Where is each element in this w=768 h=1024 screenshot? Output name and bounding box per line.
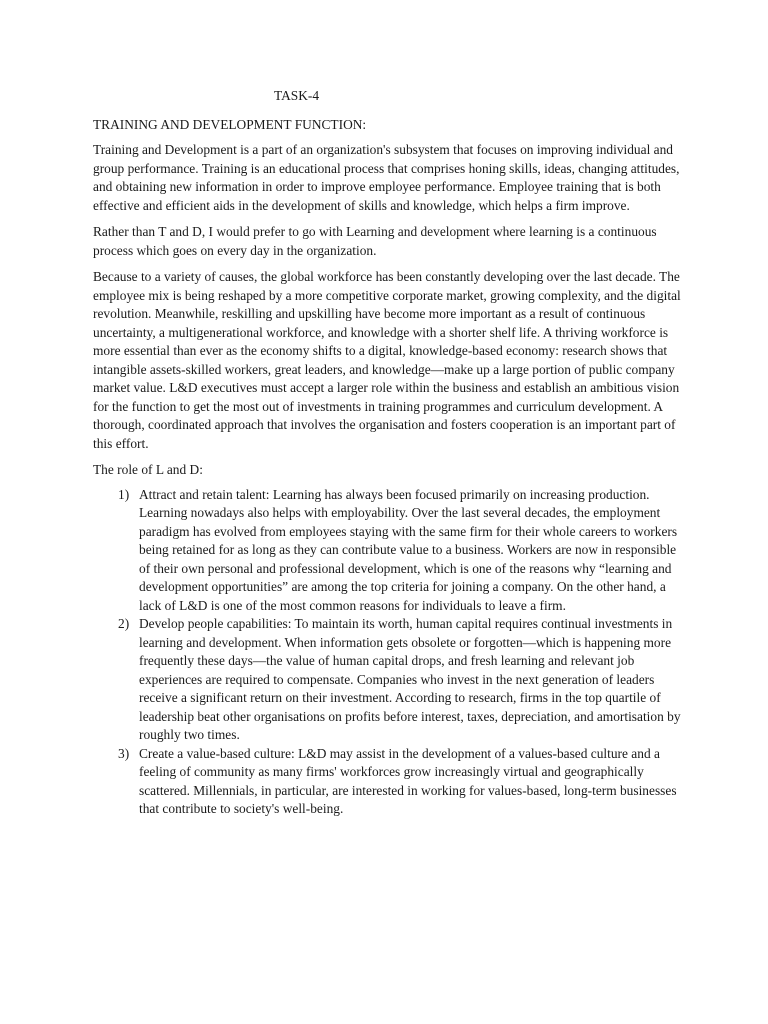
list-item bbox=[93, 486, 683, 616]
role-list bbox=[93, 486, 683, 819]
paragraph-preference: Rather than T and D, I would prefer to go with Learning and development where learning is a continuous process which goes on every day in the organization. bbox=[93, 224, 657, 258]
paragraph-definition: Training and Development is a part of an organization's subsystem that focuses on improving individual and group performance. Training is an educational process that comprises honing skills, ideas, changing attitudes, and obtaining new information in order to improve employee performance. Employee training that is both effective and efficient aids in the development of skills and knowledge, which helps a firm improve. bbox=[93, 142, 680, 213]
paragraph-workforce: Because to a variety of causes, the global workforce has been constantly developing over the last decade. The employee mix is being reshaped by a more competitive corporate market, growing complexity, and the digital revolution. Meanwhile, reskilling and upskilling have become more important as a result of continuous uncertainty, a multigenerational workforce, and knowledge with a shorter shelf life. A thriving workforce is more essential than ever as the economy shifts to a digital, knowledge-based economy: research shows that intangible assets-skilled workers, great leaders, and knowledge—make up a large portion of public company market value. L&D executives must accept a larger role within the business and establish an ambitious vision for the function to get the most out of investments in training programmes and curriculum development. A thorough, coordinated approach that involves the organisation and fosters cooperation is an important part of this effort. bbox=[93, 269, 681, 451]
list-item-number: 2) bbox=[118, 616, 130, 631]
list-item bbox=[93, 615, 683, 745]
list-item-text: Attract and retain talent: Learning has always been focused primarily on increasing production. Learning nowadays also helps with employability. Over the last several decades, the employment paradigm has evolved from employees staying with the same firm for their whole careers to workers being retained for as long as they can contribute value to a business. Workers are now in responsible of their own personal and professional development, which is one of the reasons why “learning and development opportunities” are among the top criteria for joining a company. On the other hand, a lack of L&D is one of the most common reasons for individuals to leave a firm. bbox=[139, 486, 678, 613]
list-item bbox=[93, 745, 683, 819]
task-title: TASK-4 bbox=[274, 88, 320, 103]
document-page bbox=[93, 87, 683, 819]
list-item-text: Create a value-based culture: L&D may assist in the development of a values-based culture and a feeling of community as many firms' workforces grow increasingly virtual and geographically scattered. Millennials, in particular, are interested in working for values-based, long-term businesses that contribute to society's well-being. bbox=[139, 745, 677, 816]
role-heading: The role of L and D: bbox=[93, 462, 203, 477]
list-item-text: Develop people capabilities: To maintain its worth, human capital requires continual investments in learning and development. When information gets obsolete or forgotten—which is happening more frequently these days—the value of human capital drops, and fresh learning and relevant job experiences are required to compensate. Companies who invest in the next generation of leaders receive a significant return on their investment. According to research, firms in the top quartile of leadership beat other organisations on profits before interest, taxes, depreciation, and amortisation by roughly two times. bbox=[139, 616, 681, 742]
list-item-number: 1) bbox=[118, 486, 130, 502]
list-item-number: 3) bbox=[118, 745, 130, 761]
section-title: TRAINING AND DEVELOPMENT FUNCTION: bbox=[93, 116, 367, 132]
